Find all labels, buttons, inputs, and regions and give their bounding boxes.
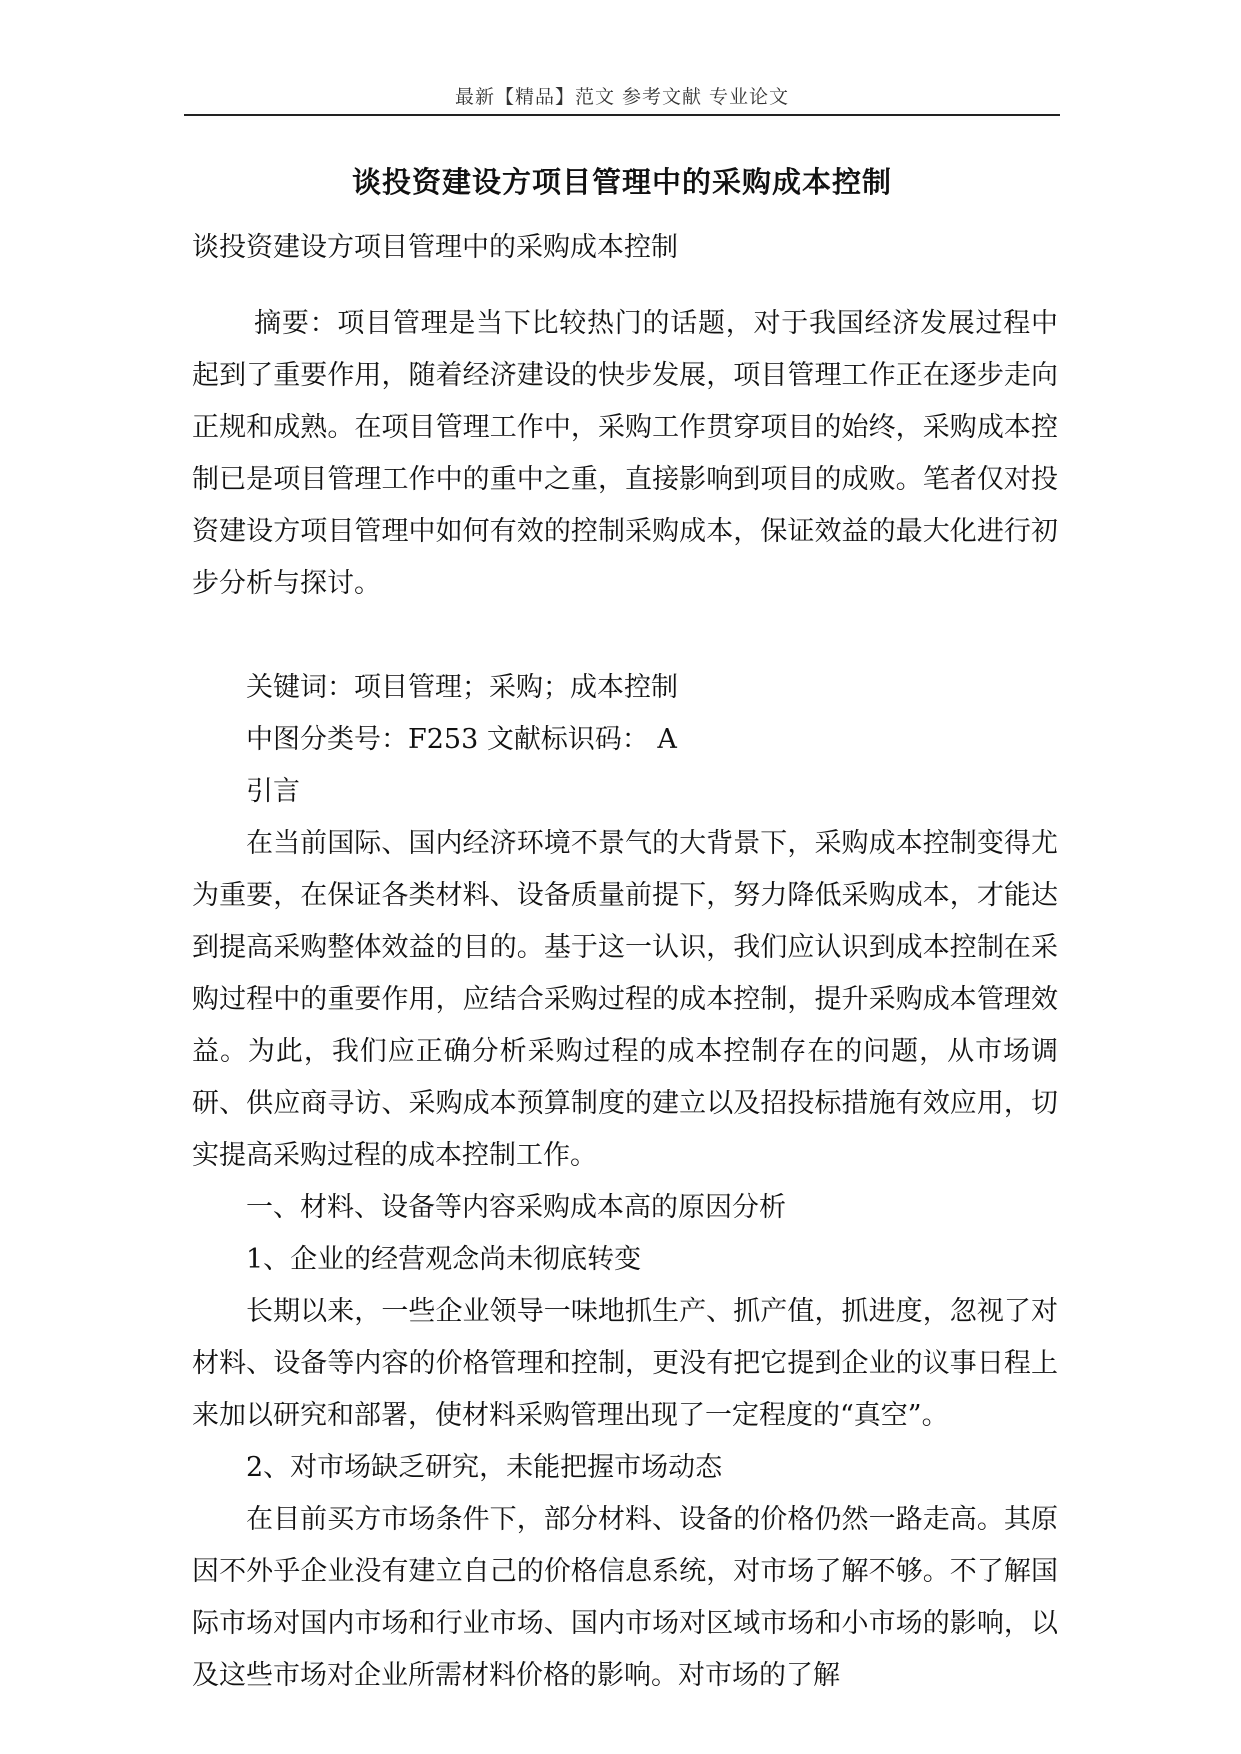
document-body [192,222,1058,1702]
abstract-paragraph: 摘要：项目管理是当下比较热门的话题，对于我国经济发展过程中起到了重要作用，随着经济建设的快步发展，项目管理工作正在逐步走向正规和成熟。在项目管理工作中，采购工作贯穿项目的始终，采购成本控制已是项目管理工作中的重中之重，直接影响到项目的成败。笔者仅对投资建设方项目管理中如何有效的控制采购成本，保证效益的最大化进行初步分析与探讨。 [192,308,1058,599]
header-divider [184,114,1060,116]
section-1-heading: 一、材料、设备等内容采购成本高的原因分析 [246,1192,786,1223]
document-subtitle: 谈投资建设方项目管理中的采购成本控制 [192,232,678,263]
keywords-line: 关键词：项目管理；采购；成本控制 [246,672,678,703]
page-header: 最新【精品】范文 参考文献 专业论文 [454,86,790,108]
spacer [192,610,1058,662]
subsection-1-paragraph: 长期以来，一些企业领导一味地抓生产、抓产值，抓进度，忽视了对材料、设备等内容的价格管理和控制，更没有把它提到企业的议事日程上来加以研究和部署，使材料采购管理出现了一定程度的“真空”。 [192,1296,1058,1431]
subsection-1-heading: 1、企业的经营观念尚未彻底转变 [246,1244,642,1275]
subsection-2-paragraph: 在目前买方市场条件下，部分材料、设备的价格仍然一路走高。其原因不外乎企业没有建立自己的价格信息系统，对市场了解不够。不了解国际市场对国内市场和行业市场、国内市场对区域市场和小市场的影响，以及这些市场对企业所需材料价格的影响。对市场的了解 [192,1504,1058,1691]
intro-heading: 引言 [246,776,300,807]
subsection-2-heading: 2、对市场缺乏研究，未能把握市场动态 [246,1452,723,1483]
classification-line: 中图分类号：F253 文献标识码： A [246,724,677,755]
document-title: 谈投资建设方项目管理中的采购成本控制 [351,165,892,199]
intro-paragraph: 在当前国际、国内经济环境不景气的大背景下，采购成本控制变得尤为重要，在保证各类材料、设备质量前提下，努力降低采购成本，才能达到提高采购整体效益的目的。基于这一认识，我们应认识到成本控制在采购过程中的重要作用，应结合采购过程的成本控制，提升采购成本管理效益。为此，我们应正确分析采购过程的成本控制存在的问题，从市场调研、供应商寻访、采购成本预算制度的建立以及招投标措施有效应用，切实提高采购过程的成本控制工作。 [192,828,1058,1171]
